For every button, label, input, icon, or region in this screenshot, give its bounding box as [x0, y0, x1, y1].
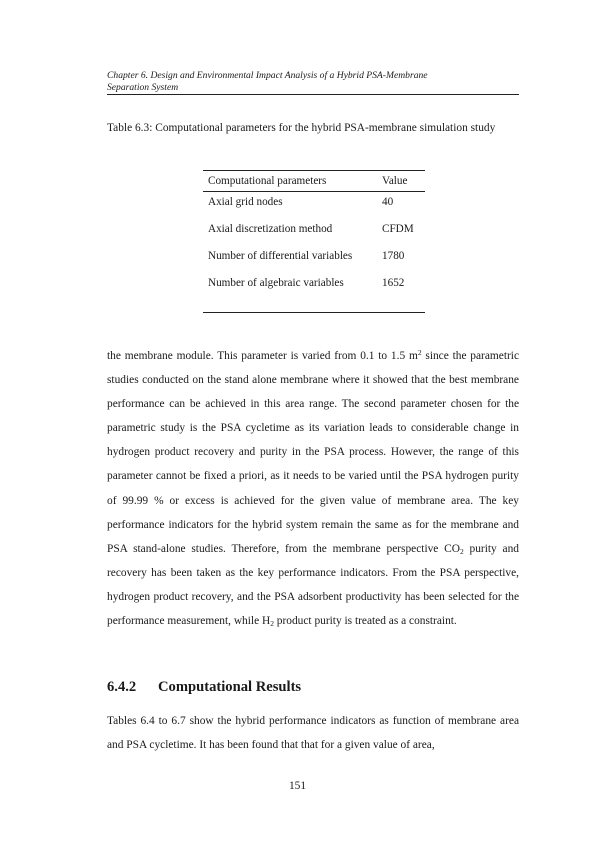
section-heading [107, 677, 519, 697]
table-cell-value: 1780 [382, 250, 405, 262]
paragraph-text: the membrane module. This parameter is varied from 0.1 to 1.5 m [107, 350, 418, 362]
table-cell-value: CFDM [382, 223, 414, 235]
parameters-table [203, 170, 425, 300]
paragraph-text: since the parametric studies conducted on the stand alone membrane where it showed that the best membrane performance can be achieved in this area range. The second parameter chosen for the parametric study is the PSA cycletime as its variation leads to considerable change in hydrogen product recovery and purity in the PSA process. However, the range of this parameter cannot be fixed a priori, as it needs to be varied until the PSA hydrogen purity of 99.99 % or excess is achieved for the given value of membrane area. The key performance indicators for the hybrid system remain the same as for the membrane and PSA stand-alone studies. Therefore, from the membrane perspective CO [107, 350, 520, 555]
subscript: 2 [459, 546, 464, 556]
table-cell-parameter: Axial grid nodes [208, 196, 283, 208]
section-title: Computational Results [158, 679, 302, 695]
subscript: 2 [270, 619, 274, 629]
page-number: 151 [288, 780, 307, 792]
running-header [107, 70, 519, 95]
header-line-2: Separation System [107, 81, 179, 93]
header-line-1: Chapter 6. Design and Environmental Impact Analysis of a Hybrid PSA-Membrane [107, 70, 428, 81]
table-cell-parameter: Number of algebraic variables [208, 277, 344, 289]
paragraph-text: purity and recovery has been taken as the key performance indicators. From the PSA perspective, hydrogen product recovery, and the PSA adsorbent productivity has been selected for the performance measurement, while H [107, 542, 519, 628]
superscript: 2 [417, 348, 422, 357]
table-cell-parameter: Axial discretization method [208, 223, 333, 235]
body-paragraph-2 [107, 709, 519, 757]
table-row [203, 246, 425, 273]
paragraph-text: Tables 6.4 to 6.7 show the hybrid performance indicators as function of membrane area and PSA cycletime. It has been found that that for a given value of area, [107, 715, 519, 752]
table-caption: Table 6.3: Computational parameters for the hybrid PSA-membrane simulation study [107, 122, 496, 134]
table-cell-value: 40 [382, 196, 394, 208]
column-header-value: Value [382, 175, 408, 187]
table-header-row [203, 171, 425, 191]
column-header-parameter: Computational parameters [208, 175, 327, 187]
section-number: 6.4.2 [107, 679, 137, 695]
table-row [203, 219, 425, 246]
table-cell-value: 1652 [382, 277, 405, 289]
table-cell-parameter: Number of differential variables [208, 250, 353, 262]
table-row [203, 273, 425, 300]
paragraph-text: product purity is treated as a constraint. [273, 615, 457, 628]
body-paragraph-1 [107, 344, 519, 633]
table-bottom-rule [203, 312, 425, 313]
table-row [203, 192, 425, 219]
